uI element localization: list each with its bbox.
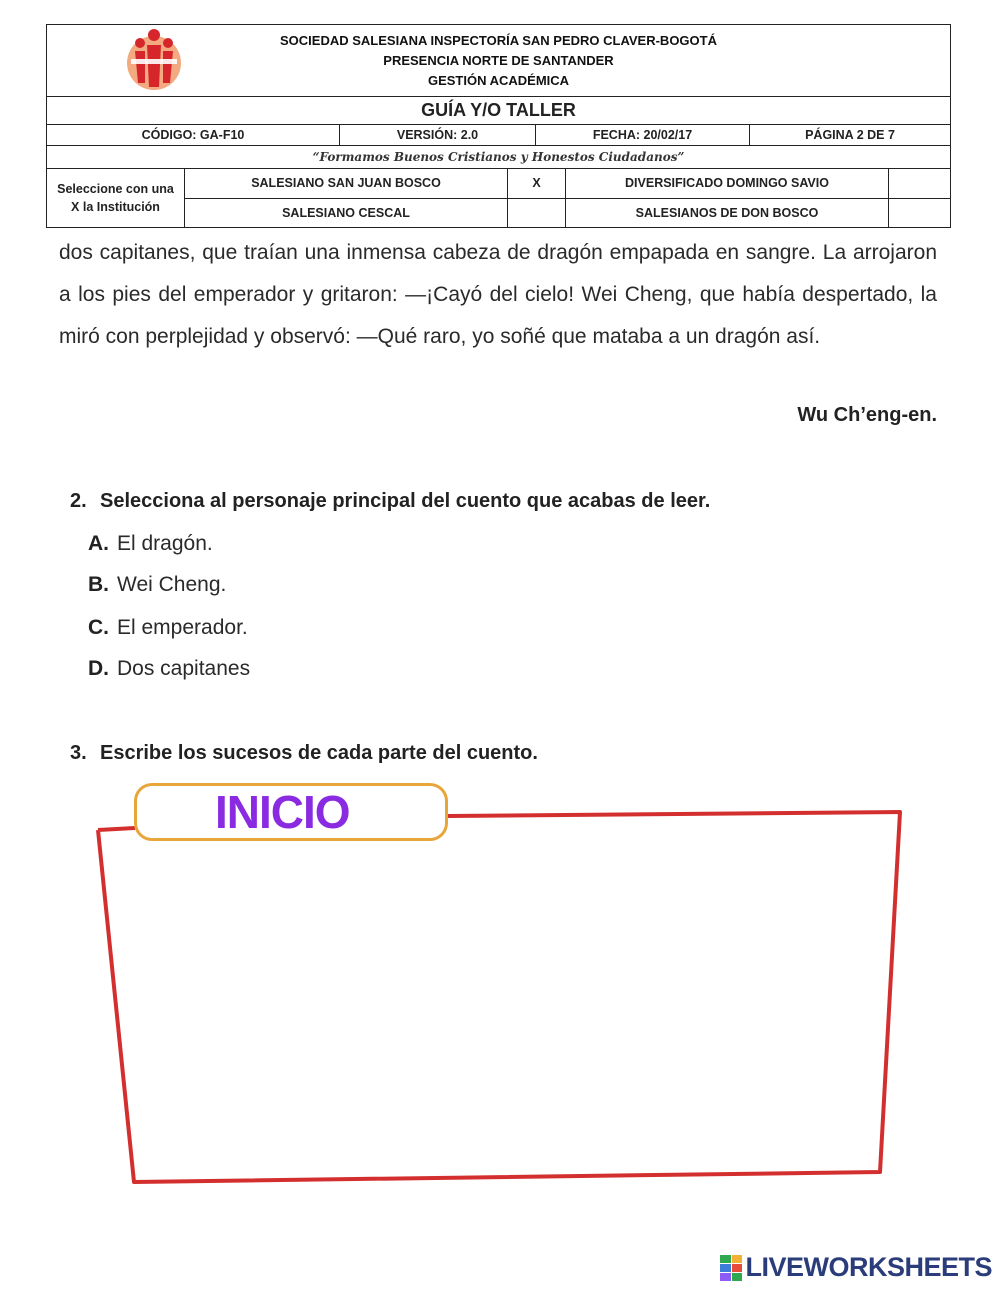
meta-row bbox=[47, 125, 950, 146]
code-cell: CÓDIGO: GA-F10 bbox=[47, 125, 340, 145]
question-text: Escribe los sucesos de cada parte del cuento. bbox=[100, 742, 538, 764]
question-number: 2. bbox=[70, 490, 87, 512]
institution-grid bbox=[185, 169, 950, 227]
option-letter: A. bbox=[88, 532, 109, 555]
question-number: 3. bbox=[70, 742, 87, 764]
liveworksheets-logo-icon bbox=[720, 1255, 742, 1281]
institution-name: SALESIANO SAN JUAN BOSCO bbox=[185, 169, 508, 198]
option-a[interactable] bbox=[88, 532, 213, 556]
institution-mark-checkbox[interactable] bbox=[889, 169, 950, 198]
page-cell: PÁGINA 2 DE 7 bbox=[805, 128, 895, 142]
institution-mark-checkbox[interactable] bbox=[508, 199, 566, 228]
option-letter: C. bbox=[88, 616, 109, 639]
institution-name: DIVERSIFICADO DOMINGO SAVIO bbox=[566, 169, 889, 198]
institution-name: SALESIANO CESCAL bbox=[185, 199, 508, 228]
institution-mark-checkbox[interactable] bbox=[889, 199, 950, 228]
institution-row bbox=[185, 169, 950, 199]
inicio-answer-box[interactable] bbox=[90, 778, 910, 1198]
date-cell: FECHA: 20/02/17 bbox=[536, 125, 750, 145]
option-d[interactable] bbox=[88, 657, 250, 681]
organization-block bbox=[47, 25, 950, 97]
select-institution-label: Seleccione con una X la Institución bbox=[47, 169, 185, 227]
institution-row bbox=[185, 199, 950, 228]
org-line-1: SOCIEDAD SALESIANA INSPECTORÍA SAN PEDRO CLAVER-BOGOTÁ bbox=[280, 32, 717, 48]
salesian-logo-icon bbox=[123, 27, 185, 93]
liveworksheets-brand bbox=[720, 1252, 992, 1283]
question-2 bbox=[70, 490, 710, 513]
document-title: GUÍA Y/O TALLER bbox=[47, 97, 950, 125]
option-text: El emperador. bbox=[117, 616, 248, 639]
option-letter: B. bbox=[88, 573, 109, 596]
motto: “Formamos Buenos Cristianos y Honestos Ciudadanos” bbox=[47, 146, 950, 169]
version-cell: VERSIÓN: 2.0 bbox=[340, 125, 536, 145]
institution-name: SALESIANOS DE DON BOSCO bbox=[566, 199, 889, 228]
option-letter: D. bbox=[88, 657, 109, 680]
option-text: Wei Cheng. bbox=[117, 573, 227, 596]
document-header bbox=[46, 24, 951, 228]
question-3 bbox=[70, 742, 538, 765]
inicio-label: INICIO bbox=[134, 783, 448, 841]
institution-mark-checkbox[interactable]: X bbox=[508, 169, 566, 198]
option-text: El dragón. bbox=[117, 532, 213, 555]
question-text: Selecciona al personaje principal del cuento que acabas de leer. bbox=[100, 490, 711, 512]
institution-selector bbox=[47, 169, 950, 227]
option-b[interactable] bbox=[88, 573, 226, 597]
option-text: Dos capitanes bbox=[117, 657, 251, 680]
story-author: Wu Ch’eng-en. bbox=[797, 404, 937, 426]
org-line-2: PRESENCIA NORTE DE SANTANDER bbox=[383, 52, 614, 68]
brand-name: LIVEWORKSHEETS bbox=[745, 1252, 992, 1282]
option-c[interactable] bbox=[88, 616, 248, 640]
story-text: dos capitanes, que traían una inmensa cabeza de dragón empapada en sangre. La arrojaron a los pies del emperador y gritaron: —¡Cayó del cielo! Wei Cheng, que había despertado, la miró con perplejidad y observó: —Qué raro, yo soñé que mataba a un dragón así. bbox=[59, 241, 937, 348]
org-line-3: GESTIÓN ACADÉMICA bbox=[427, 72, 570, 88]
